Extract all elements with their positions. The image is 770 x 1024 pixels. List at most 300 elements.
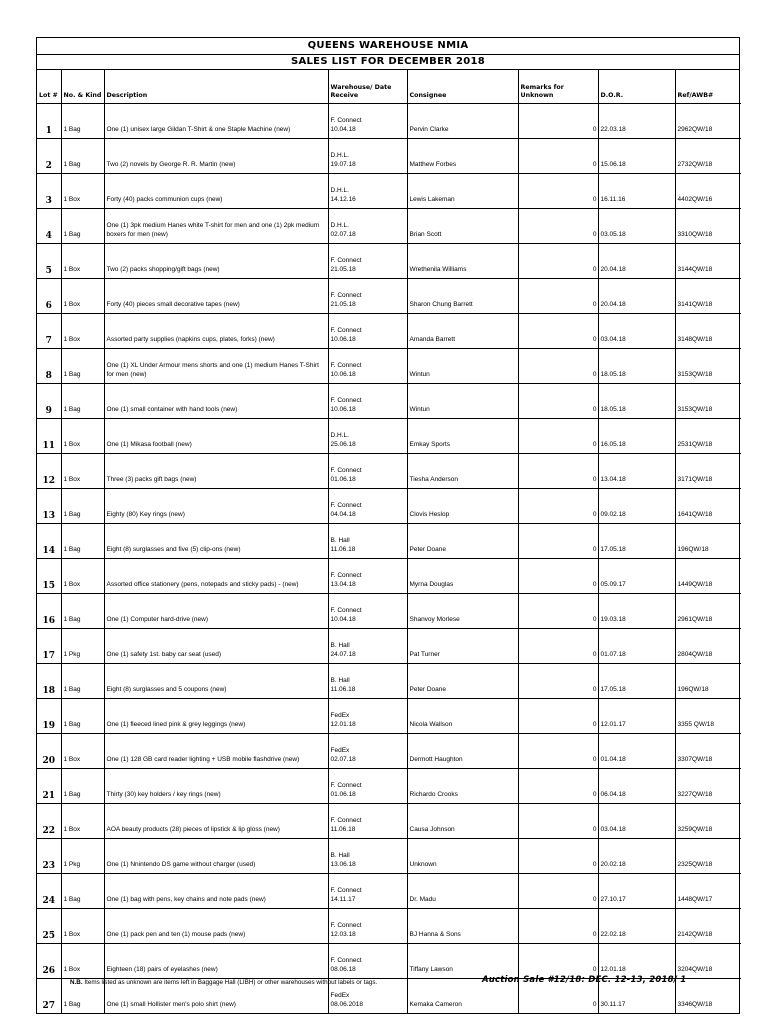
warehouse-name: B. Hall <box>330 677 350 685</box>
dor-cell: 16.05.18 <box>598 419 675 454</box>
kind-cell: 1 Box <box>61 734 104 769</box>
description-cell: One (1) 128 GB card reader lighting + USB mobile flashdrive (new) <box>104 734 328 769</box>
date-received: 10.06.18 <box>330 336 356 344</box>
lot-cell: 4 <box>37 209 61 244</box>
dor-cell: 27.10.17 <box>598 874 675 909</box>
dor-cell: 17.05.18 <box>598 524 675 559</box>
consignee-cell: Wintun <box>407 349 518 384</box>
header-consignee: Consignee <box>407 70 518 104</box>
kind-cell: 1 Box <box>61 244 104 279</box>
ref-cell: 3153QW/18 <box>675 349 741 384</box>
header-dor: D.O.R. <box>598 70 675 104</box>
kind-cell: 1 Box <box>61 804 104 839</box>
ref-cell: 2962QW/18 <box>675 104 741 139</box>
warehouse-name: FedEx <box>330 712 350 720</box>
consignee-cell: Dr. Madu <box>407 874 518 909</box>
table-row <box>37 419 741 454</box>
dor-cell: 13.04.18 <box>598 454 675 489</box>
sales-list-sheet <box>36 37 740 1014</box>
consignee-cell: Tiesha Anderson <box>407 454 518 489</box>
date-received: 08.06.18 <box>330 966 356 974</box>
remarks-cell: 0 <box>518 314 598 349</box>
table-row <box>37 839 741 874</box>
warehouse-date-cell <box>328 524 407 559</box>
warehouse-date-cell <box>328 804 407 839</box>
kind-cell: 1 Bag <box>61 384 104 419</box>
dor-cell: 03.04.18 <box>598 804 675 839</box>
date-received: 10.06.18 <box>330 371 356 379</box>
description-cell: One (1) XL Under Armour mens shorts and one (1) medium Hanes T-Shirt for men (new) <box>104 349 328 384</box>
ref-cell: 3355 QW/18 <box>675 699 741 734</box>
table-row <box>37 734 741 769</box>
lot-cell: 8 <box>37 349 61 384</box>
remarks-cell: 0 <box>518 139 598 174</box>
consignee-cell: Sharon Chung Barrett <box>407 279 518 314</box>
table-row <box>37 804 741 839</box>
kind-cell: 1 Box <box>61 174 104 209</box>
warehouse-date-cell <box>328 314 407 349</box>
ref-cell: 196QW/18 <box>675 664 741 699</box>
footer-note <box>70 979 377 986</box>
kind-cell: 1 Bag <box>61 349 104 384</box>
consignee-cell: Pervin Clarke <box>407 104 518 139</box>
remarks-cell: 0 <box>518 664 598 699</box>
description-cell: Forty (40) pieces small decorative tapes (new) <box>104 279 328 314</box>
date-received: 14.11.17 <box>330 896 356 904</box>
ref-cell: 1641QW/18 <box>675 489 741 524</box>
table-body <box>37 104 741 1014</box>
warehouse-date-cell <box>328 769 407 804</box>
date-received: 14.12.16 <box>330 196 356 204</box>
warehouse-date-cell <box>328 839 407 874</box>
ref-cell: 1449QW/18 <box>675 559 741 594</box>
lot-cell: 20 <box>37 734 61 769</box>
description-cell: Two (2) novels by George R. R. Martin (new) <box>104 139 328 174</box>
consignee-cell: Causa Johnson <box>407 804 518 839</box>
description-cell: Three (3) packs gift bags (new) <box>104 454 328 489</box>
lot-cell: 27 <box>37 979 61 1014</box>
warehouse-date-cell <box>328 349 407 384</box>
warehouse-name: B. Hall <box>330 537 350 545</box>
consignee-cell: Peter Doane <box>407 524 518 559</box>
kind-cell: 1 Box <box>61 279 104 314</box>
sales-list-subtitle: SALES LIST FOR DECEMBER 2018 <box>37 55 739 70</box>
lot-cell: 9 <box>37 384 61 419</box>
date-received: 13.06.18 <box>330 861 356 869</box>
consignee-cell: Matthew Forbes <box>407 139 518 174</box>
kind-cell: 1 Box <box>61 454 104 489</box>
ref-cell: 3346QW/18 <box>675 979 741 1014</box>
dor-cell: 12.01.18 <box>598 944 675 979</box>
footer-note-label: N.B. <box>70 979 83 986</box>
warehouse-name: F. Connect <box>330 362 362 370</box>
ref-cell: 3141QW/18 <box>675 279 741 314</box>
table-row <box>37 349 741 384</box>
warehouse-name: F. Connect <box>330 257 362 265</box>
warehouse-date-cell <box>328 734 407 769</box>
remarks-cell: 0 <box>518 979 598 1014</box>
warehouse-name: FedEx <box>330 992 350 1000</box>
auction-sale-label: Auction Sale #12/18: DEC. 12-13, 2018/ 1 <box>482 975 687 985</box>
table-row <box>37 874 741 909</box>
consignee-cell: Dermott Haughton <box>407 734 518 769</box>
ref-cell: 3204QW/18 <box>675 944 741 979</box>
table-row <box>37 384 741 419</box>
table-row <box>37 244 741 279</box>
dor-cell: 19.03.18 <box>598 594 675 629</box>
description-cell: Eight (8) surglasses and five (5) clip-ons (new) <box>104 524 328 559</box>
dor-cell: 16.11.16 <box>598 174 675 209</box>
warehouse-name: D.H.L. <box>330 432 349 440</box>
consignee-cell: BJ Hanna & Sons <box>407 909 518 944</box>
table-row <box>37 559 741 594</box>
remarks-cell: 0 <box>518 874 598 909</box>
warehouse-date-cell <box>328 139 407 174</box>
remarks-cell: 0 <box>518 419 598 454</box>
consignee-cell: Pat Turner <box>407 629 518 664</box>
date-received: 10.04.18 <box>330 616 356 624</box>
kind-cell: 1 Bag <box>61 104 104 139</box>
header-warehouse: Warehouse/ Date Receive <box>328 70 407 104</box>
dor-cell: 20.04.18 <box>598 244 675 279</box>
dor-cell: 09.02.18 <box>598 489 675 524</box>
warehouse-date-cell <box>328 489 407 524</box>
remarks-cell: 0 <box>518 769 598 804</box>
lot-cell: 1 <box>37 104 61 139</box>
remarks-cell: 0 <box>518 279 598 314</box>
date-received: 01.06.18 <box>330 476 356 484</box>
consignee-cell: Richardo Crooks <box>407 769 518 804</box>
remarks-cell: 0 <box>518 629 598 664</box>
date-received: 13.04.18 <box>330 581 356 589</box>
ref-cell: 2804QW/18 <box>675 629 741 664</box>
warehouse-date-cell <box>328 664 407 699</box>
warehouse-title: QUEENS WAREHOUSE NMIA <box>37 38 739 55</box>
kind-cell: 1 Bag <box>61 489 104 524</box>
date-received: 11.06.18 <box>330 826 356 834</box>
description-cell: One (1) bag with pens, key chains and note pads (new) <box>104 874 328 909</box>
lot-cell: 11 <box>37 419 61 454</box>
warehouse-date-cell <box>328 594 407 629</box>
warehouse-date-cell <box>328 944 407 979</box>
consignee-cell: Clovis Heslop <box>407 489 518 524</box>
table-row <box>37 174 741 209</box>
consignee-cell: Shanvoy Morlese <box>407 594 518 629</box>
lot-cell: 17 <box>37 629 61 664</box>
dor-cell: 01.04.18 <box>598 734 675 769</box>
header-description: Description <box>104 70 328 104</box>
date-received: 25.06.18 <box>330 441 356 449</box>
header-ref: Ref/AWB# <box>675 70 741 104</box>
kind-cell: 1 Bag <box>61 209 104 244</box>
date-received: 01.06.18 <box>330 791 356 799</box>
remarks-cell: 0 <box>518 734 598 769</box>
remarks-cell: 0 <box>518 944 598 979</box>
description-cell: One (1) 3pk medium Hanes white T-shirt for men and one (1) 2pk medium boxers for men (new) <box>104 209 328 244</box>
lot-cell: 12 <box>37 454 61 489</box>
header-remarks: Remarks for Unknown <box>518 70 598 104</box>
lot-cell: 25 <box>37 909 61 944</box>
remarks-cell: 0 <box>518 804 598 839</box>
remarks-cell: 0 <box>518 559 598 594</box>
warehouse-date-cell <box>328 419 407 454</box>
lot-cell: 23 <box>37 839 61 874</box>
date-received: 19.07.18 <box>330 161 356 169</box>
consignee-cell: Brian Scott <box>407 209 518 244</box>
table-row <box>37 279 741 314</box>
ref-cell: 2325QW/18 <box>675 839 741 874</box>
description-cell: Eighteen (18) pairs of eyelashes (new) <box>104 944 328 979</box>
date-received: 21.05.18 <box>330 266 356 274</box>
ref-cell: 3144QW/18 <box>675 244 741 279</box>
ref-cell: 4402QW/16 <box>675 174 741 209</box>
remarks-cell: 0 <box>518 699 598 734</box>
date-received: 04.04.18 <box>330 511 356 519</box>
description-cell: Assorted office stationery (pens, notepads and sticky pads) - (new) <box>104 559 328 594</box>
warehouse-name: F. Connect <box>330 817 362 825</box>
date-received: 02.07.18 <box>330 756 356 764</box>
consignee-cell: Wrethenila Williams <box>407 244 518 279</box>
ref-cell: 2732QW/18 <box>675 139 741 174</box>
lot-cell: 24 <box>37 874 61 909</box>
warehouse-name: F. Connect <box>330 467 362 475</box>
remarks-cell: 0 <box>518 174 598 209</box>
warehouse-name: F. Connect <box>330 887 362 895</box>
ref-cell: 2142QW/18 <box>675 909 741 944</box>
description-cell: AOA beauty products (28) pieces of lipstick & lip gloss (new) <box>104 804 328 839</box>
description-cell: One (1) small container with hand tools (new) <box>104 384 328 419</box>
table-row <box>37 594 741 629</box>
date-received: 12.01.18 <box>330 721 356 729</box>
warehouse-date-cell <box>328 244 407 279</box>
description-cell: Two (2) packs shopping/gift bags (new) <box>104 244 328 279</box>
footer-note-text: Items listed as unknown are items left in Baggage Hall (LIBH) or other warehouses without labels or tags. <box>82 979 378 986</box>
dor-cell: 20.04.18 <box>598 279 675 314</box>
warehouse-name: F. Connect <box>330 397 362 405</box>
consignee-cell: Unknown <box>407 839 518 874</box>
date-received: 08.06.2018 <box>330 1001 364 1009</box>
ref-cell: 3307QW/18 <box>675 734 741 769</box>
date-received: 11.06.18 <box>330 546 356 554</box>
date-received: 10.06.18 <box>330 406 356 414</box>
description-cell: One (1) fleeced lined pink & grey leggings (new) <box>104 699 328 734</box>
remarks-cell: 0 <box>518 489 598 524</box>
consignee-cell: Kemaka Cameron <box>407 979 518 1014</box>
kind-cell: 1 Pkg <box>61 629 104 664</box>
sales-list-table <box>37 70 741 1013</box>
description-cell: One (1) Computer hard-drive (new) <box>104 594 328 629</box>
description-cell: Assorted party supplies (napkins cups, plates, forks) (new) <box>104 314 328 349</box>
kind-cell: 1 Box <box>61 944 104 979</box>
warehouse-name: F. Connect <box>330 957 362 965</box>
kind-cell: 1 Bag <box>61 594 104 629</box>
kind-cell: 1 Bag <box>61 979 104 1014</box>
warehouse-date-cell <box>328 699 407 734</box>
dor-cell: 06.04.18 <box>598 769 675 804</box>
kind-cell: 1 Bag <box>61 139 104 174</box>
remarks-cell: 0 <box>518 209 598 244</box>
kind-cell: 1 Box <box>61 909 104 944</box>
description-cell: One (1) small Hollister men's polo shirt (new) <box>104 979 328 1014</box>
description-cell: Forty (40) packs communion cups (new) <box>104 174 328 209</box>
date-received: 21.05.18 <box>330 301 356 309</box>
remarks-cell: 0 <box>518 524 598 559</box>
warehouse-name: F. Connect <box>330 782 362 790</box>
remarks-cell: 0 <box>518 244 598 279</box>
lot-cell: 19 <box>37 699 61 734</box>
table-row <box>37 664 741 699</box>
table-row <box>37 769 741 804</box>
kind-cell: 1 Box <box>61 559 104 594</box>
description-cell: One (1) Mikasa football (new) <box>104 419 328 454</box>
dor-cell: 12.01.17 <box>598 699 675 734</box>
lot-cell: 5 <box>37 244 61 279</box>
ref-cell: 3259QW/18 <box>675 804 741 839</box>
consignee-cell: Nicola Wallson <box>407 699 518 734</box>
warehouse-name: F. Connect <box>330 922 362 930</box>
warehouse-name: D.H.L. <box>330 152 349 160</box>
warehouse-date-cell <box>328 629 407 664</box>
warehouse-name: D.H.L. <box>330 222 349 230</box>
description-cell: Eight (8) surglasses and 5 coupons (new) <box>104 664 328 699</box>
header-lot: Lot # <box>37 70 61 104</box>
warehouse-name: B. Hall <box>330 642 350 650</box>
table-row <box>37 454 741 489</box>
ref-cell: 3171QW/18 <box>675 454 741 489</box>
table-row <box>37 489 741 524</box>
warehouse-name: F. Connect <box>330 117 362 125</box>
kind-cell: 1 Bag <box>61 769 104 804</box>
ref-cell: 196QW/18 <box>675 524 741 559</box>
description-cell: One (1) safety 1st. baby car seat (used) <box>104 629 328 664</box>
ref-cell: 1448QW/17 <box>675 874 741 909</box>
description-cell: Eighty (80) Key rings (new) <box>104 489 328 524</box>
warehouse-date-cell <box>328 384 407 419</box>
remarks-cell: 0 <box>518 454 598 489</box>
kind-cell: 1 Box <box>61 419 104 454</box>
lot-cell: 3 <box>37 174 61 209</box>
date-received: 11.06.18 <box>330 686 356 694</box>
lot-cell: 7 <box>37 314 61 349</box>
date-received: 12.03.18 <box>330 931 356 939</box>
dor-cell: 01.07.18 <box>598 629 675 664</box>
dor-cell: 30.11.17 <box>598 979 675 1014</box>
lot-cell: 14 <box>37 524 61 559</box>
remarks-cell: 0 <box>518 909 598 944</box>
remarks-cell: 0 <box>518 384 598 419</box>
table-row <box>37 104 741 139</box>
consignee-cell: Amanda Barrett <box>407 314 518 349</box>
table-row <box>37 944 741 979</box>
lot-cell: 15 <box>37 559 61 594</box>
description-cell: One (1) pack pen and ten (1) mouse pads (new) <box>104 909 328 944</box>
description-cell: Thirty (30) key holders / key rings (new) <box>104 769 328 804</box>
ref-cell: 3310QW/18 <box>675 209 741 244</box>
warehouse-date-cell <box>328 104 407 139</box>
consignee-cell: Peter Doane <box>407 664 518 699</box>
lot-cell: 13 <box>37 489 61 524</box>
kind-cell: 1 Box <box>61 314 104 349</box>
warehouse-date-cell <box>328 559 407 594</box>
dor-cell: 15.06.18 <box>598 139 675 174</box>
table-header-row <box>37 70 741 104</box>
dor-cell: 18.05.18 <box>598 384 675 419</box>
lot-cell: 6 <box>37 279 61 314</box>
ref-cell: 2961QW/18 <box>675 594 741 629</box>
warehouse-name: F. Connect <box>330 572 362 580</box>
date-received: 02.07.18 <box>330 231 356 239</box>
kind-cell: 1 Bag <box>61 699 104 734</box>
remarks-cell: 0 <box>518 349 598 384</box>
remarks-cell: 0 <box>518 594 598 629</box>
date-received: 10.04.18 <box>330 126 356 134</box>
dor-cell: 05.09.17 <box>598 559 675 594</box>
consignee-cell: Wintun <box>407 384 518 419</box>
date-received: 24.07.18 <box>330 651 356 659</box>
dor-cell: 03.05.18 <box>598 209 675 244</box>
warehouse-name: FedEx <box>330 747 350 755</box>
warehouse-name: F. Connect <box>330 502 362 510</box>
remarks-cell: 0 <box>518 839 598 874</box>
ref-cell: 3148QW/18 <box>675 314 741 349</box>
lot-cell: 22 <box>37 804 61 839</box>
table-row <box>37 524 741 559</box>
warehouse-date-cell <box>328 909 407 944</box>
description-cell: One (1) unisex large Gildan T-Shirt & one Staple Machine (new) <box>104 104 328 139</box>
kind-cell: 1 Bag <box>61 874 104 909</box>
table-row <box>37 209 741 244</box>
kind-cell: 1 Pkg <box>61 839 104 874</box>
ref-cell: 3153QW/18 <box>675 384 741 419</box>
kind-cell: 1 Bag <box>61 664 104 699</box>
warehouse-name: D.H.L. <box>330 187 349 195</box>
warehouse-date-cell <box>328 279 407 314</box>
dor-cell: 22.02.18 <box>598 909 675 944</box>
warehouse-name: F. Connect <box>330 607 362 615</box>
warehouse-name: B. Hall <box>330 852 350 860</box>
consignee-cell: Emkay Sports <box>407 419 518 454</box>
warehouse-date-cell <box>328 209 407 244</box>
consignee-cell: Tiffany Lawson <box>407 944 518 979</box>
ref-cell: 3227QW/18 <box>675 769 741 804</box>
dor-cell: 03.04.18 <box>598 314 675 349</box>
lot-cell: 18 <box>37 664 61 699</box>
warehouse-date-cell <box>328 174 407 209</box>
warehouse-date-cell <box>328 454 407 489</box>
description-cell: One (1) Nnintendo DS game without charger (used) <box>104 839 328 874</box>
lot-cell: 2 <box>37 139 61 174</box>
kind-cell: 1 Bag <box>61 524 104 559</box>
header-kind: No. & Kind <box>61 70 104 104</box>
table-row <box>37 314 741 349</box>
warehouse-date-cell <box>328 874 407 909</box>
consignee-cell: Lewis Lakeman <box>407 174 518 209</box>
lot-cell: 26 <box>37 944 61 979</box>
dor-cell: 18.05.18 <box>598 349 675 384</box>
remarks-cell: 0 <box>518 104 598 139</box>
dor-cell: 17.05.18 <box>598 664 675 699</box>
ref-cell: 2531QW/18 <box>675 419 741 454</box>
table-row <box>37 139 741 174</box>
table-row <box>37 699 741 734</box>
table-row <box>37 629 741 664</box>
warehouse-name: F. Connect <box>330 327 362 335</box>
lot-cell: 16 <box>37 594 61 629</box>
lot-cell: 21 <box>37 769 61 804</box>
consignee-cell: Myrna Douglas <box>407 559 518 594</box>
warehouse-name: F. Connect <box>330 292 362 300</box>
dor-cell: 20.02.18 <box>598 839 675 874</box>
